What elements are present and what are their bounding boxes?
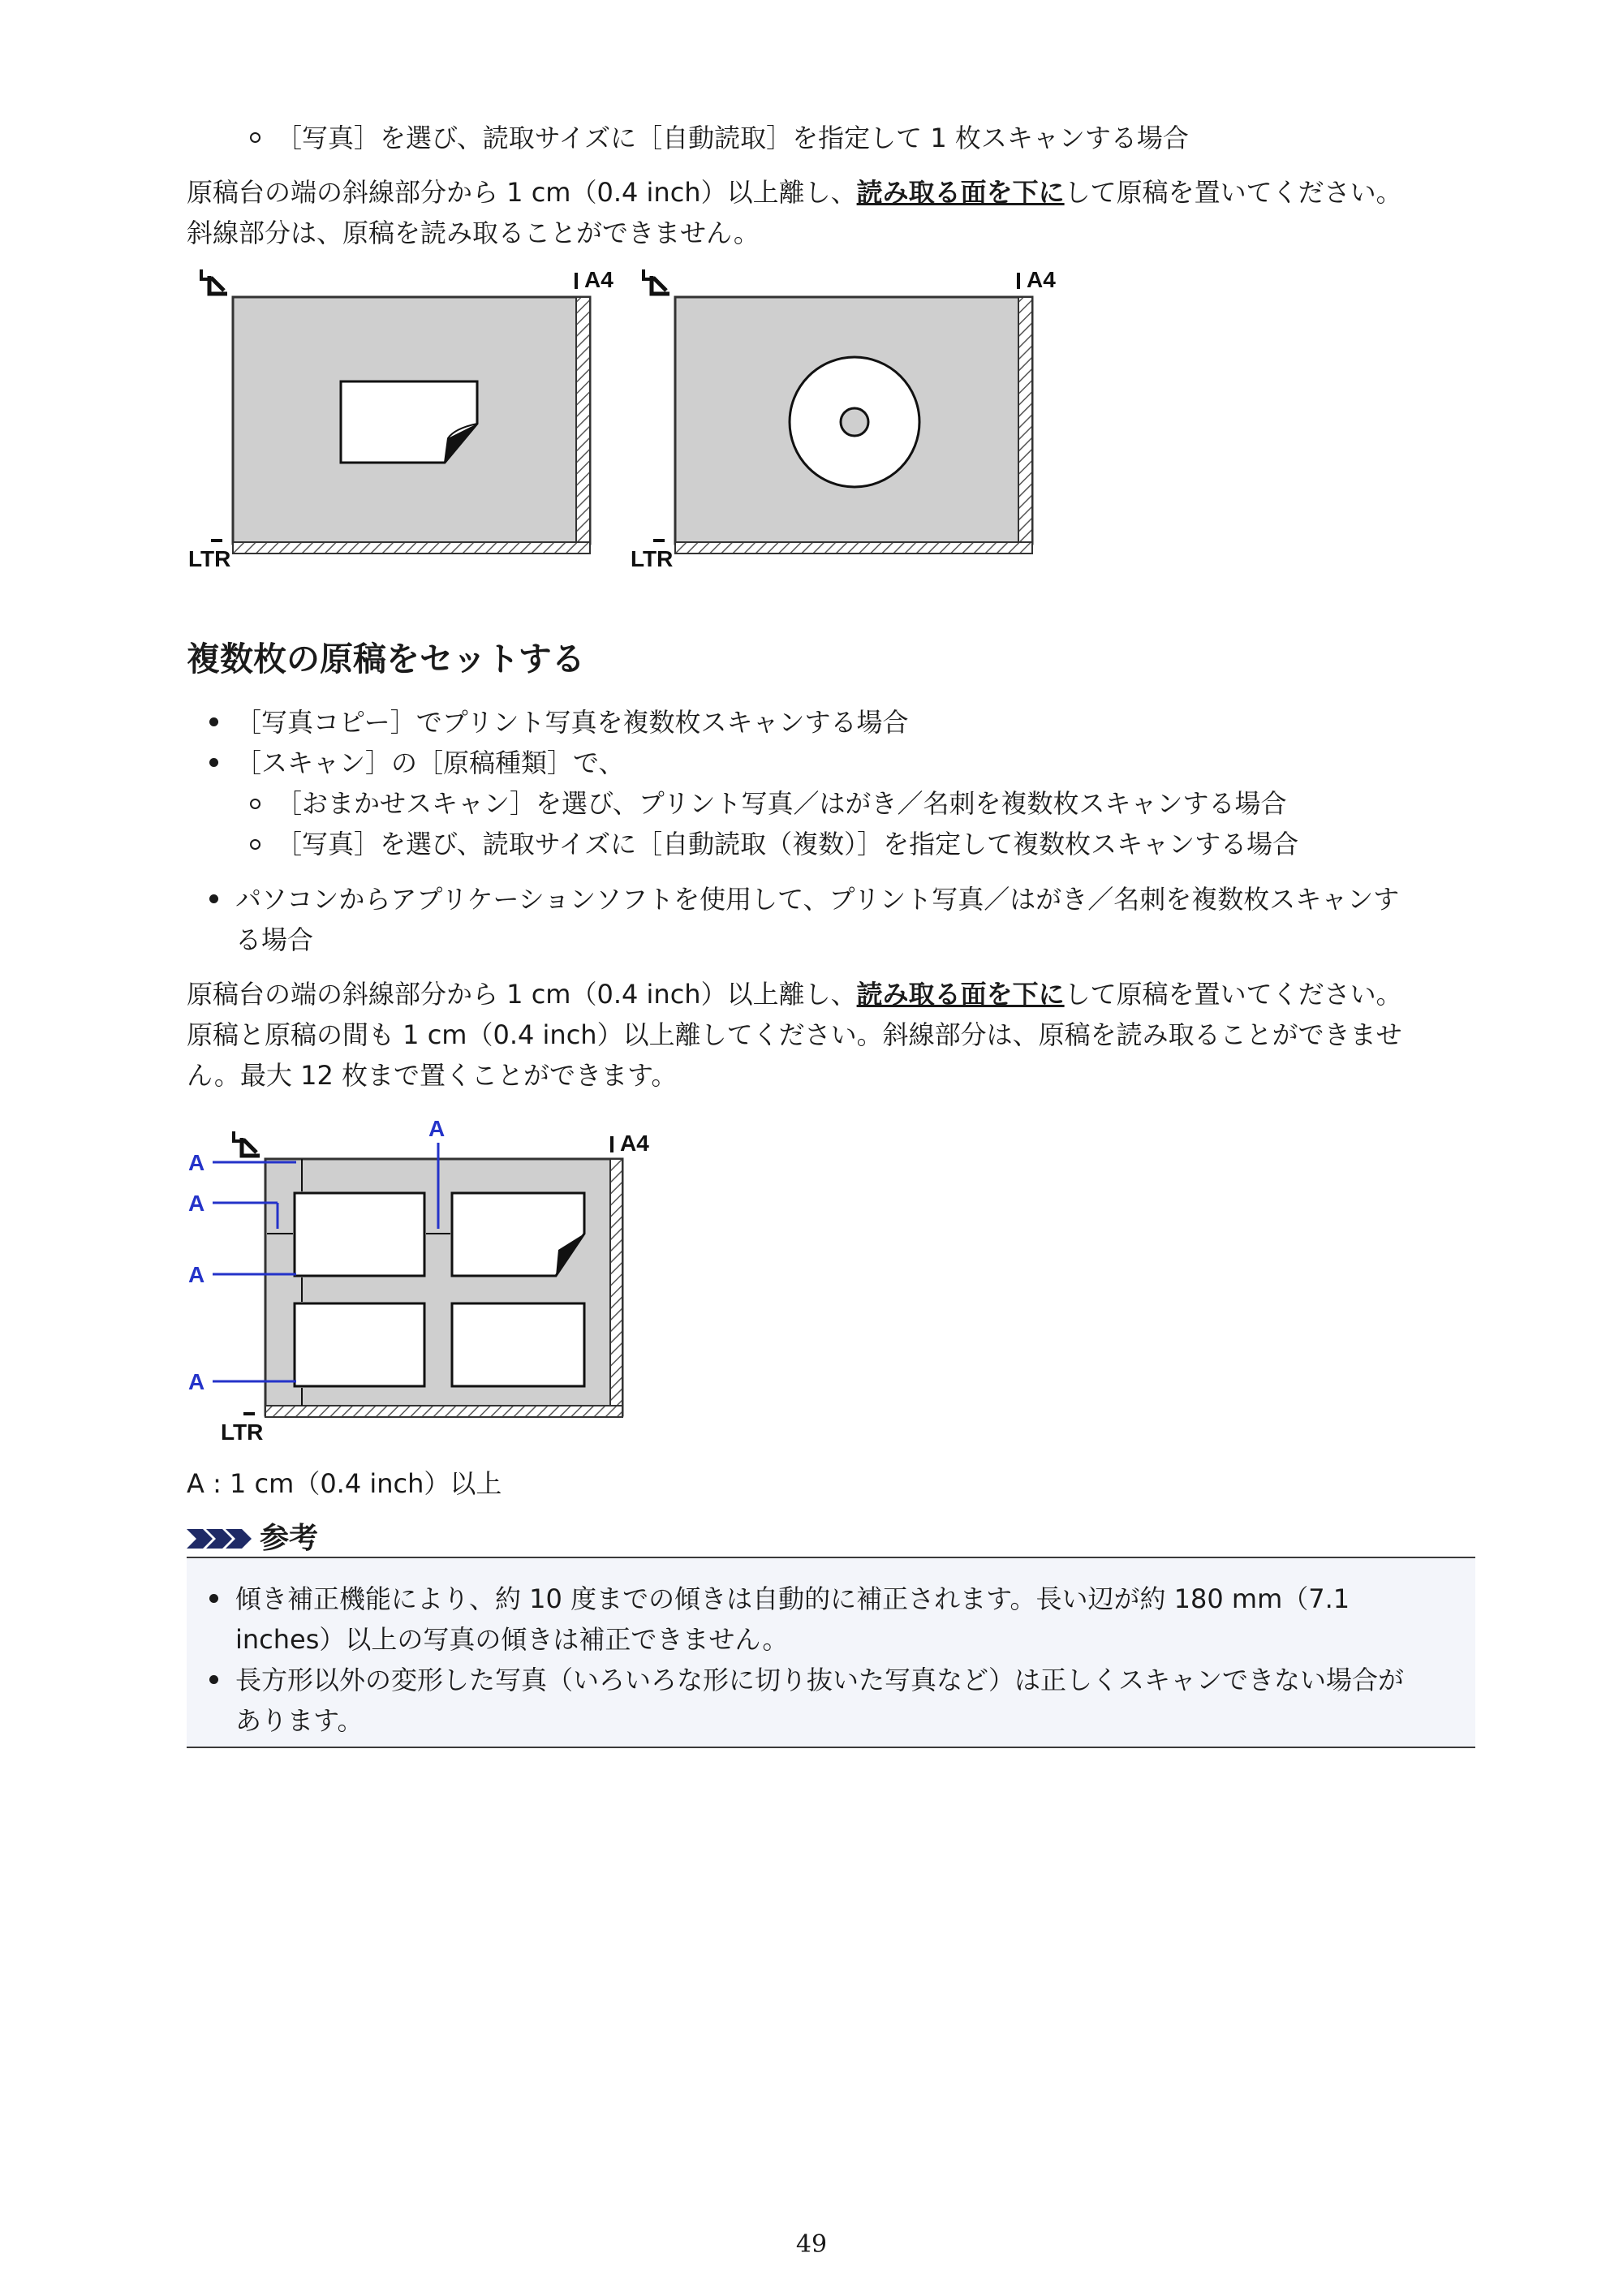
svg-text:A: A [188, 1262, 205, 1287]
hatched-edge-right [1018, 297, 1032, 544]
page-number: 49 [795, 2230, 828, 2259]
bullet-marker [209, 758, 218, 767]
note-item: 長方形以外の変形した写真（いろいろな形に切り抜いた写真など）は正しくスキャンできない場合が [235, 1665, 1405, 1695]
emphasis-text: 読み取る面を下に [856, 979, 1065, 1010]
list-marker [250, 799, 260, 809]
gap-legend: A : 1 cm（0.4 inch）以上 [187, 1468, 502, 1499]
sub-list-item: ［写真］を選び、読取サイズに［自動読取（複数）］を指定して複数枚スキャンする場合 [276, 829, 1299, 859]
svg-text:A: A [188, 1369, 205, 1394]
hatched-edge-bottom [675, 542, 1032, 554]
document-2 [452, 1193, 584, 1276]
bullet-item: パソコンからアプリケーションソフトを使用して、プリント写真／はがき／名刺を複数枚スキャンす [235, 884, 1400, 915]
bullet-marker [209, 1594, 218, 1603]
note-item-continuation: inches）以上の写真の傾きは補正できません。 [235, 1624, 789, 1655]
instruction-paragraph-2 [187, 974, 1402, 1014]
instruction-paragraph-1-line2: 斜線部分は、原稿を読み取ることができません。 [187, 218, 760, 248]
disc-document [790, 357, 919, 487]
platen-diagram-disc [629, 266, 1067, 575]
corner-arrow-icon [234, 1131, 260, 1156]
hatched-edge-bottom [265, 1406, 622, 1417]
instruction-paragraph-2-line2: 原稿と原稿の間も 1 cm（0.4 inch）以上離してください。斜線部分は、原稿を読み取ることができませ [187, 1019, 1402, 1050]
section-heading: 複数枚の原稿をセットする [187, 640, 585, 678]
bullet-marker [209, 1675, 218, 1684]
ltr-label: LTR [188, 546, 231, 571]
svg-text:A: A [428, 1116, 446, 1141]
instruction-text: 原稿台の端の斜線部分から 1 cm（0.4 inch）以上離し、 [187, 979, 857, 1010]
a4-label: A4 [584, 267, 613, 292]
platen-diagram-multiple [187, 1112, 657, 1446]
a4-label: A4 [620, 1131, 649, 1156]
bullet-item: ［スキャン］の［原稿種類］で、 [235, 747, 625, 778]
corner-arrow-icon [201, 269, 227, 294]
note-item: 傾き補正機能により、約 10 度までの傾きは自動的に補正されます。長い辺が約 180 mm（7.1 [235, 1583, 1350, 1614]
list-marker [250, 132, 260, 143]
emphasis-text: 読み取る面を下に [856, 177, 1065, 208]
instruction-text: 原稿台の端の斜線部分から 1 cm（0.4 inch）以上離し、 [187, 177, 857, 208]
instruction-paragraph-1 [187, 172, 1402, 213]
bullet-marker [209, 717, 218, 726]
sub-list-item: ［おまかせスキャン］を選び、プリント写真／はがき／名刺を複数枚スキャンする場合 [276, 788, 1287, 819]
platen-diagram-photo [187, 266, 625, 575]
ltr-label: LTR [221, 1419, 264, 1445]
document-4 [452, 1303, 584, 1386]
svg-text:A: A [188, 1150, 205, 1175]
list-marker [250, 839, 260, 850]
hatched-edge-right [610, 1159, 622, 1415]
top-list-item: ［写真］を選び、読取サイズに［自動読取］を指定して 1 枚スキャンする場合 [276, 123, 1189, 153]
instruction-text: して原稿を置いてください。 [1064, 979, 1402, 1010]
bullet-item-continuation: る場合 [235, 924, 314, 955]
note-title: 参考 [260, 1522, 319, 1555]
ltr-label: LTR [631, 546, 674, 571]
hatched-edge-right [576, 297, 590, 544]
document-3 [295, 1303, 424, 1386]
instruction-text: して原稿を置いてください。 [1064, 177, 1402, 208]
bullet-marker [209, 894, 218, 903]
note-chevron-icon [187, 1527, 255, 1550]
hatched-edge-bottom [233, 542, 590, 554]
note-item-continuation: あります。 [235, 1705, 364, 1736]
document-1 [295, 1193, 424, 1276]
instruction-paragraph-2-line3: ん。最大 12 枚まで置くことができます。 [187, 1060, 678, 1091]
corner-arrow-icon [644, 269, 669, 294]
bullet-item: ［写真コピー］でプリント写真を複数枚スキャンする場合 [235, 707, 909, 738]
svg-text:A: A [188, 1191, 205, 1216]
a4-label: A4 [1027, 267, 1056, 292]
